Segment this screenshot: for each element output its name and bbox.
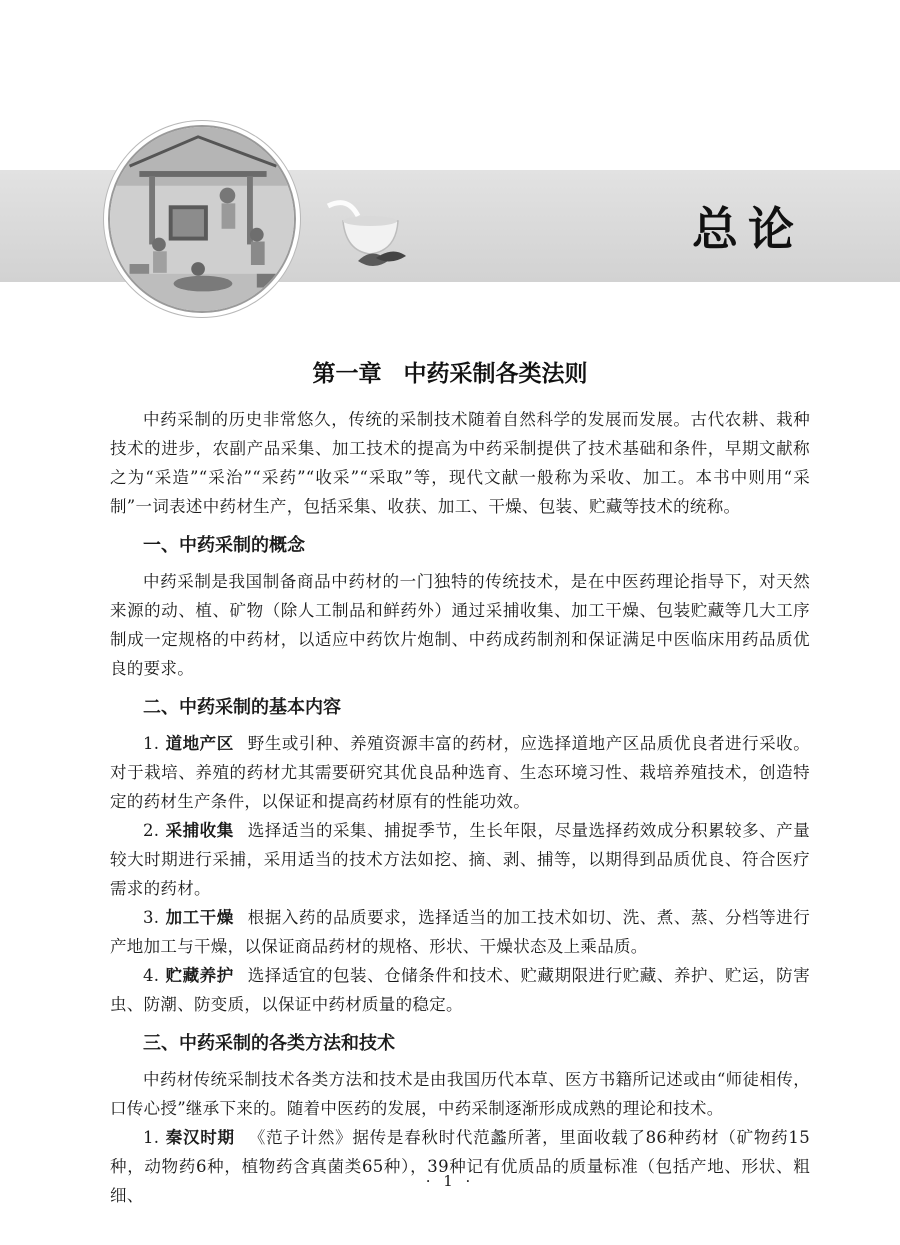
item-title: 采捕收集: [165, 821, 234, 840]
list-item: 1. 秦汉时期 《范子计然》据传是春秋时代范蠡所著，里面收载了86种药材（矿物药15种，动物药6种，植物药含真菌类65种），39种记有优质品的质量标准（包括产地、形状、粗细、: [110, 1128, 810, 1205]
teacup-icon: [318, 176, 418, 276]
ancient-workshop-illustration: [110, 127, 294, 311]
list-item: 3. 加工干燥 根据入药的品质要求，选择适当的加工技术如切、洗、煮、蒸、分档等进行产地加工与干燥，以保证商品药材的规格、形状、干燥状态及上乘品质。: [110, 908, 811, 956]
chapter-name: 中药采制各类法则: [403, 361, 588, 387]
list-item: 2. 采捕收集 选择适当的采集、捕捉季节，生长年限，尽量选择药效成分积累较多、产量较大时期进行采捕，采用适当的技术方法如挖、摘、剥、捕等，以期得到品质优良、符合医疗需求的药材。: [110, 821, 811, 898]
list-item: 1. 道地产区 野生或引种、养殖资源丰富的药材，应选择道地产区品质优良者进行采收。对于栽培、养殖的药材尤其需要研究其优良品种选育、生态环境习性、栽培养殖技术，创造特定的药材生产条件，以保证和提高药材原有的性能功效。: [110, 734, 811, 811]
main-content: [110, 405, 810, 1210]
page-number: · 1 ·: [425, 1172, 475, 1190]
chapter-title: [0, 355, 900, 388]
section-heading-methods: 三、中药采制的各类方法和技术: [143, 1033, 395, 1054]
item-title: 秦汉时期: [165, 1128, 235, 1147]
section-heading-basic-content: 二、中药采制的基本内容: [143, 697, 341, 718]
teacup-decoration: [318, 176, 418, 276]
intro-paragraph: 中药采制的历史非常悠久，传统的采制技术随着自然科学的发展而发展。古代农耕、栽种技术的进步，农副产品采集、加工技术的提高为中药采制提供了技术基础和条件，早期文献称之为“采造”“采治”“采药”“收采”“采取”等，现代文献一般称为采收、加工。本书中则用“采制”一词表述中药材生产，包括采集、收获、加工、干燥、包装、贮藏等技术的统称。: [110, 410, 810, 516]
concept-paragraph: 中药采制是我国制备商品中药材的一门独特的传统技术，是在中医药理论指导下，对天然来源的动、植、矿物（除人工制品和鲜药外）通过采捕收集、加工干燥、包装贮藏等几大工序制成一定规格的中药材，以适应中药饮片炮制、中药成药制剂和保证满足中医临床用药品质优良的要求。: [110, 572, 810, 678]
chapter-number: 第一章: [312, 361, 382, 387]
item-title: 道地产区: [165, 734, 234, 753]
section-title: 总论: [692, 202, 804, 256]
list-item: 4. 贮藏养护 选择适宜的包装、仓储条件和技术、贮藏期限进行贮藏、养护、贮运，防害虫、防潮、防变质，以保证中药材质量的稳定。: [110, 966, 811, 1014]
illustration-medallion: [108, 125, 296, 313]
section-heading-concept: 一、中药采制的概念: [143, 535, 305, 556]
methods-paragraph: 中药材传统采制技术各类方法和技术是由我国历代本草、医方书籍所记述或由“师徒相传，口传心授”继承下来的。随着中医药的发展，中药采制逐渐形成成熟的理论和技术。: [110, 1070, 810, 1118]
item-title: 贮藏养护: [165, 966, 234, 985]
item-title: 加工干燥: [165, 908, 234, 927]
